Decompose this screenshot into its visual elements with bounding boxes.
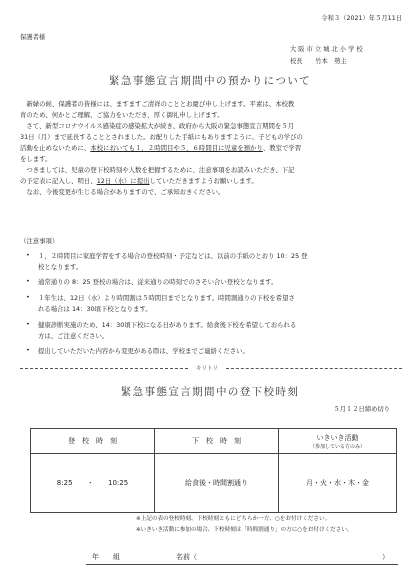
note-item: 健康診断実施のため、14：30頃下校になる日があります。給食後下校を希望しておられる bbox=[38, 321, 297, 329]
underlined-text: 本校においても１，２時間目や５，６時間目に児童を預かり bbox=[90, 144, 263, 152]
name-underline[interactable] bbox=[86, 564, 398, 565]
note-item: １，２時間目に家庭学習をする場合の登校時刻・予定などは、以前の手紙のとおり 10：25 登 bbox=[38, 252, 308, 260]
header-ikiiki bbox=[279, 429, 397, 454]
paragraph-line: なお、今後変更が生じる場合がありますので、ご承知おきください。 bbox=[20, 188, 225, 196]
note-item: れる場合は 14：30頃下校となります。 bbox=[38, 305, 152, 313]
underlined-text: 12日（水）に提出 bbox=[96, 177, 150, 185]
grade-class-label: 年 組 bbox=[92, 553, 120, 561]
bullet-icon: • bbox=[26, 346, 30, 354]
note-item: １年生は、12日（水）より時間割は５時間目までとなります。時間割通りの下校を希望さ bbox=[38, 294, 295, 302]
school-name: 大 阪 市 立 城 北 小 学 校 bbox=[290, 46, 363, 53]
bullet-icon: • bbox=[26, 277, 30, 285]
paragraph-text: 活動を止めないために、 bbox=[20, 144, 91, 152]
table-value-row bbox=[31, 454, 397, 513]
header-ikiiki-label: いきいき活動 bbox=[316, 433, 359, 442]
ikiiki-days bbox=[279, 454, 397, 513]
paragraph-text: の予定表に記入し、明日、 bbox=[20, 177, 97, 185]
name-label: 名前（ bbox=[176, 553, 197, 561]
arrival-separator: ・ bbox=[86, 479, 94, 487]
notes-heading: （注意事項） bbox=[20, 237, 59, 245]
principal-name: 校長 竹本 勢主 bbox=[290, 58, 347, 65]
header-ikiiki-sub: （参加している方のみ） bbox=[309, 443, 365, 450]
header-departure: 下 校 時 刻 bbox=[155, 429, 279, 454]
note-item: 通常通りの 8：25 登校の場合は、従来通りの時刻でのさそい合い登校となります。 bbox=[38, 278, 278, 286]
cut-label: キリトリ bbox=[196, 366, 219, 372]
page-title: 緊急事態宣言期間中の預かりについて bbox=[108, 75, 312, 87]
arrival-options bbox=[31, 454, 155, 513]
table-header-row bbox=[31, 429, 397, 454]
departure-options bbox=[155, 454, 279, 513]
cut-line-right bbox=[226, 368, 402, 369]
header-arrival: 登 校 時 刻 bbox=[31, 429, 155, 454]
paragraph-line: さて、新型コロナウイルス感染症の感染拡大が続き、政府から大阪の緊急事態宣言期間を５月 bbox=[20, 122, 295, 130]
paragraph-text: 、教室で学習 bbox=[262, 144, 302, 152]
name-close: ） bbox=[382, 553, 389, 561]
letter-date: 令和３（2021）年５月11日 bbox=[321, 15, 402, 22]
deadline: ５月１２日締め切り bbox=[333, 406, 390, 413]
departure-option[interactable]: 給食後・時間割通り bbox=[185, 479, 248, 487]
schedule-table bbox=[30, 428, 397, 513]
paragraph-text: していただきますようお願いします。 bbox=[149, 177, 258, 185]
paragraph-line bbox=[20, 176, 405, 187]
paragraph-line: 31日（月）まで延長することとされました。お配りした手紙にもありますように、子どもの学びの bbox=[20, 133, 303, 141]
note-item: 方は、ご注意ください。 bbox=[38, 332, 109, 340]
cut-line-left bbox=[20, 368, 188, 369]
form-title: 緊急事態宣言期間中の登下校時刻 bbox=[120, 386, 300, 398]
form-note-2: ※いきいき活動に参加の場合、下校時刻は「時間割通り」の方に○をお付けください。 bbox=[136, 527, 353, 533]
paragraph-line: つきましては、児童の登下校時刻や人数を把握するために、注意事項をお読みいただき、下記 bbox=[20, 166, 295, 174]
paragraph-line bbox=[20, 143, 405, 154]
arrival-option-1025[interactable]: 10:25 bbox=[108, 479, 129, 487]
bullet-icon: • bbox=[26, 293, 30, 301]
paragraph-line: 新緑の候、保護者の皆様には、ますますご清祥のこととお慶び申し上げます。平素は、本校教 bbox=[20, 100, 295, 108]
paragraph-line: をします。 bbox=[20, 155, 52, 163]
bullet-icon: • bbox=[26, 251, 30, 259]
arrival-option-825[interactable]: 8:25 bbox=[56, 479, 73, 487]
ikiiki-days-option[interactable]: 月・火・水・木・金 bbox=[306, 479, 369, 487]
bullet-icon: • bbox=[26, 320, 30, 328]
addressee: 保護者様 bbox=[20, 34, 46, 41]
note-item: 校となります。 bbox=[38, 263, 83, 271]
letter-body bbox=[20, 99, 405, 198]
note-item: 提出していただいた内容から変更がある際は、学校までご連絡ください。 bbox=[38, 347, 249, 355]
form-note-1: ※上記の表の登校時刻、下校時刻ともにどちらか一方、○をお付けください。 bbox=[136, 516, 331, 522]
paragraph-line: 育のため、何かとご理解、ご協力をいただき、厚く御礼申し上げます。 bbox=[20, 111, 224, 119]
